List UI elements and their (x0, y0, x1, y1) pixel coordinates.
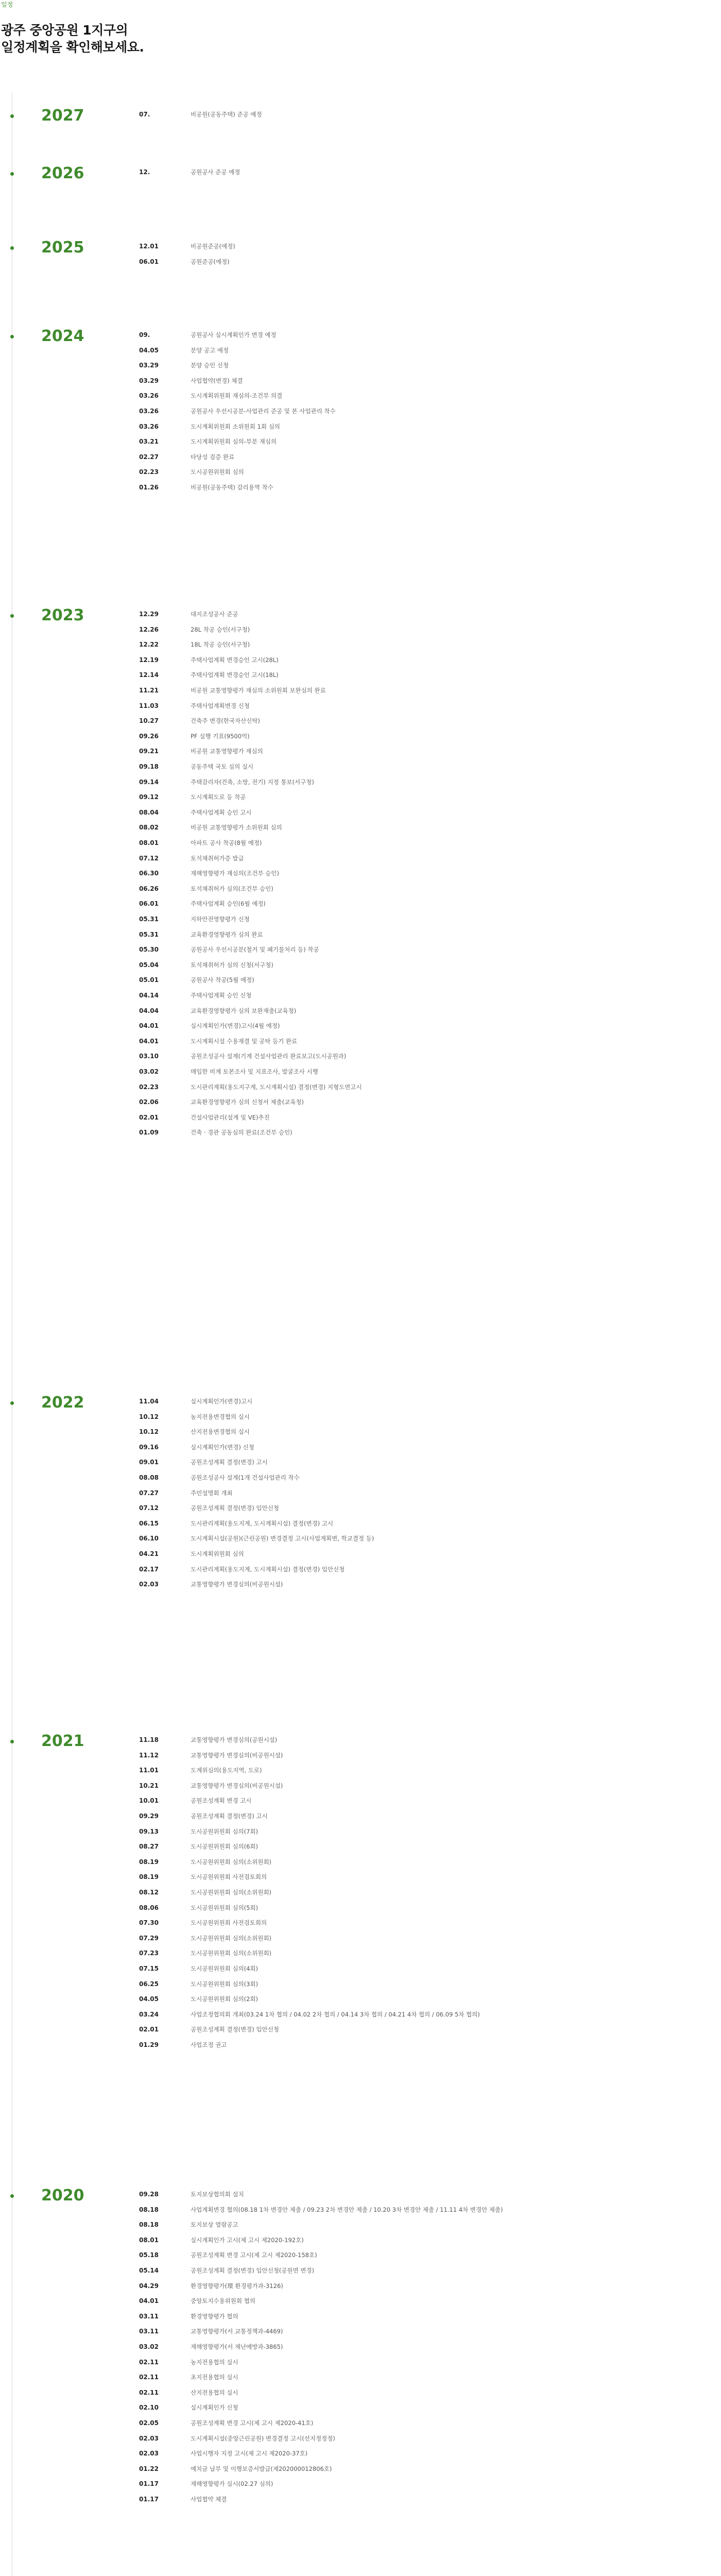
timeline-event: 도시계획위원회 소위원회 1회 심의 (191, 422, 280, 430)
timeline-date: 04.01 (139, 2297, 159, 2305)
timeline-event: 농지전용변경협의 실시 (191, 1413, 250, 1420)
timeline-dot-icon (10, 246, 14, 250)
timeline-date: 11.21 (139, 687, 159, 694)
timeline-date: 04.05 (139, 346, 159, 354)
timeline-date: 04.14 (139, 992, 159, 999)
timeline-year: 2022 (41, 1394, 84, 1412)
timeline-event: 재해영향평가 실시(02.27 심의) (191, 2480, 273, 2488)
timeline-date: 02.27 (139, 453, 159, 461)
timeline-event: 사업협약(변경) 체결 (191, 377, 243, 384)
timeline-date: 02.06 (139, 1098, 159, 1106)
timeline-date: 05.30 (139, 946, 159, 954)
timeline-dot-icon (10, 614, 14, 618)
timeline-event: 도시공원위원회 심의(4회) (191, 1965, 259, 1972)
timeline-date: 06.30 (139, 870, 159, 877)
timeline-date: 07.12 (139, 854, 159, 862)
timeline-date: 09.18 (139, 763, 159, 770)
timeline-event: 18L 착공 승인(서구청) (191, 641, 250, 649)
timeline-date: 03.29 (139, 362, 159, 369)
timeline-event: 공원조성계획 변경 고시(제 고시 제2020-41호) (191, 2419, 314, 2427)
timeline-event: 산지전용협의 실시 (191, 2388, 238, 2396)
timeline-date: 03.02 (139, 2343, 159, 2350)
timeline-event: 초지전용협의 실시 (191, 2374, 238, 2381)
timeline-event: 중앙토지수용위원회 협의 (191, 2297, 255, 2305)
timeline-date: 11.18 (139, 1736, 159, 1743)
timeline-year: 2026 (41, 164, 84, 182)
timeline-event: 28L 착공 승인(서구청) (191, 625, 250, 633)
timeline-event: 주택감리자(건축, 소방, 전기) 지정 통보(서구청) (191, 778, 314, 786)
timeline-event: 사업계획변경 협의(08.18 1차 변경안 제출 / 09.23 2차 변경안 제출 / 10.20 3차 변경안 제출 / 11.11 4차 변경안 제출) (191, 2206, 503, 2213)
timeline-event: 지하안전영향평가 신청 (191, 916, 250, 923)
timeline-date: 06.15 (139, 1519, 159, 1527)
timeline-date: 03.26 (139, 422, 159, 430)
timeline-date: 05.04 (139, 961, 159, 969)
timeline-date: 09.28 (139, 2191, 159, 2198)
timeline-dot-icon (10, 1401, 14, 1405)
timeline-event: 교통영향평가(서 교통정책과-4469) (191, 2328, 283, 2335)
timeline-date: 09.21 (139, 748, 159, 755)
timeline-event: 공원조성공사 설계(1개 건설사업관리 착수 (191, 1474, 300, 1481)
timeline-event: 도시공원위원회 심의(6회) (191, 1843, 259, 1851)
timeline-event: 환경영향평가(環 환경평가과-3126) (191, 2282, 283, 2290)
timeline-event: 비공원 교통영향평가 소위원회 심의 (191, 824, 282, 832)
timeline-event: 공원조성공사 설계(기계 건설사업관리 완료보고(도시공원과) (191, 1053, 347, 1060)
timeline-date: 07.23 (139, 1950, 159, 1957)
timeline-date: 12.01 (139, 243, 159, 250)
timeline-event: 도시공원위원회 심의 (191, 468, 244, 476)
timeline-event: 도시계획시설(중앙근린공원) 변경결정 고시(선지정정정) (191, 2434, 335, 2442)
timeline-date: 04.01 (139, 1022, 159, 1030)
timeline-date: 09.01 (139, 1459, 159, 1466)
timeline-date: 06.26 (139, 885, 159, 892)
timeline-date: 02.01 (139, 1113, 159, 1121)
timeline-event: 공원조성계획 변경 고시(제 고시 제2020-158호) (191, 2251, 317, 2259)
timeline-event: 공원조성계획 결정(변경) 입안신청 (191, 2026, 279, 2033)
timeline-date: 12. (139, 168, 150, 176)
timeline-event: 실시계획인가 신청 (191, 2404, 238, 2412)
timeline-date: 02.23 (139, 468, 159, 476)
timeline-event: 도시공원위원회 심의(3회) (191, 1980, 259, 1988)
timeline-date: 03.02 (139, 1068, 159, 1075)
timeline-date: 02.05 (139, 2419, 159, 2427)
timeline-event: 도시계획시설 수용재결 및 공탁 등기 완료 (191, 1037, 298, 1045)
timeline-event: 교통영향평가 변경심의(비공원시설) (191, 1751, 283, 1759)
timeline-event: 토지보상 열람공고 (191, 2221, 238, 2229)
timeline-date: 02.17 (139, 1565, 159, 1573)
timeline-event: 도시공원위원회 심의(5회) (191, 1904, 259, 1911)
timeline-date: 09.29 (139, 1812, 159, 1820)
timeline-date: 07.30 (139, 1919, 159, 1927)
section-label: 일정 (1, 1, 13, 8)
timeline-event: 도시계획위원회 심의-부분 재심의 (191, 438, 277, 446)
timeline-date: 11.12 (139, 1751, 159, 1759)
timeline-date: 02.10 (139, 2404, 159, 2412)
timeline-event: 실시계획인가(변경)고시 (191, 1398, 253, 1405)
timeline-date: 06.01 (139, 900, 159, 908)
timeline-date: 08.19 (139, 1858, 159, 1866)
timeline-event: 도시관리계획(용도지계, 도시계획시설) 결정(변경) 입안신청 (191, 1565, 345, 1573)
timeline-year: 2021 (41, 1732, 84, 1750)
timeline-date: 08.02 (139, 824, 159, 832)
timeline-event: 공원조성계획 결정(변경) 입안신청(공원면 변경) (191, 2267, 314, 2274)
timeline-date: 10.21 (139, 1782, 159, 1789)
timeline-date: 01.26 (139, 484, 159, 491)
timeline-event: 도시공원위원회 심의(2회) (191, 1995, 259, 2003)
timeline-date: 12.26 (139, 625, 159, 633)
timeline-date: 03.21 (139, 438, 159, 446)
timeline-event: 비공원(공동주택) 감리용역 착수 (191, 484, 273, 491)
timeline-date: 03.10 (139, 1053, 159, 1060)
timeline-date: 03.29 (139, 377, 159, 384)
timeline-event: 아파트 공사 착공(8월 예정) (191, 839, 262, 846)
timeline-date: 07.27 (139, 1489, 159, 1497)
timeline-date: 08.19 (139, 1873, 159, 1881)
timeline-date: 01.22 (139, 2465, 159, 2472)
timeline-date: 07. (139, 111, 150, 118)
timeline-date: 11.01 (139, 1767, 159, 1774)
timeline-dot-icon (10, 1740, 14, 1743)
timeline-date: 02.11 (139, 2388, 159, 2396)
timeline-dot-icon (10, 114, 14, 118)
timeline-date: 08.01 (139, 839, 159, 846)
timeline-date: 09. (139, 331, 150, 338)
timeline-event: 도계위심의(용도지역, 도로) (191, 1767, 262, 1774)
timeline-event: 토석채취허가 심의(조건부 승인) (191, 885, 273, 892)
timeline-year: 2027 (41, 107, 84, 125)
timeline-event: 교육환경영향평가 심의 완료 (191, 930, 263, 938)
timeline-date: 02.03 (139, 2434, 159, 2442)
timeline-event: 토지보상협의회 설치 (191, 2191, 244, 2198)
timeline-event: 교통영향평가 변경심의(비공원시설) (191, 1782, 283, 1789)
timeline-date: 04.21 (139, 1550, 159, 1557)
timeline-date: 05.31 (139, 916, 159, 923)
timeline-event: 공원준공(예정) (191, 258, 230, 265)
timeline-event: 공원조성계획 결정(변경) 고시 (191, 1812, 268, 1820)
timeline-date: 03.11 (139, 2328, 159, 2335)
timeline-event: 공원공사 착공(5월 예정) (191, 976, 254, 984)
timeline-event: 주택사업계획 변경승인 고시(28L) (191, 656, 279, 664)
timeline-event: 재해영향평가 재심의(조건부 승인) (191, 870, 279, 877)
timeline-date: 07.29 (139, 1934, 159, 1942)
timeline-event: 교육환경영향평가 심의 신청서 제출(교육청) (191, 1098, 304, 1106)
timeline-event: 도시관리계획(용도지계, 도시계획시설) 결정(변경) 고시 (191, 1519, 333, 1527)
timeline-event: 공동주택 국토 심의 실시 (191, 763, 254, 770)
timeline-date: 02.11 (139, 2358, 159, 2366)
timeline-date: 02.11 (139, 2374, 159, 2381)
timeline-event: 매입한 비계 토본조사 및 지표조사, 발굴조사 시행 (191, 1068, 318, 1075)
timeline-date: 08.18 (139, 2221, 159, 2229)
timeline-event: 도시공원위원회 심의(소위원회) (191, 1950, 272, 1957)
timeline-date: 09.26 (139, 732, 159, 740)
timeline-event: 주택사업계획 승인(6월 예정) (191, 900, 266, 908)
timeline-dot-icon (10, 172, 14, 176)
timeline-date: 06.25 (139, 1980, 159, 1988)
timeline-date: 05.01 (139, 976, 159, 984)
timeline-date: 09.16 (139, 1443, 159, 1451)
timeline-date: 04.04 (139, 1007, 159, 1014)
timeline-event: 주택사업계획 변경승인 고시(18L) (191, 671, 279, 679)
timeline-event: 공원공사 우선시공분-사업관리 준공 및 본 사업관리 착수 (191, 408, 336, 415)
timeline-event: 도시계획시설(공원)(근린공원) 변경결정 고시(사업계획변, 학교결정 등) (191, 1535, 374, 1543)
timeline-event: 비공원(공동주택) 준공 예정 (191, 111, 262, 118)
timeline-event: 도시공원위원회 사전검토회의 (191, 1873, 267, 1881)
timeline-date: 02.03 (139, 1581, 159, 1588)
timeline-date: 10.12 (139, 1413, 159, 1420)
timeline-event: 주민설명회 개최 (191, 1489, 233, 1497)
timeline-date: 09.12 (139, 793, 159, 801)
timeline-event: 주택사업계획 승인 신청 (191, 992, 252, 999)
timeline-event: 공원공사 우선시공분(철거 및 폐기물처리 등) 착공 (191, 946, 319, 954)
timeline-event: 농지전용협의 실시 (191, 2358, 238, 2366)
timeline-event: 비공원 교통영향평가 재심의 소위원회 보완심의 완료 (191, 687, 326, 694)
timeline-event: 사업조정협의회 개최(03.24 1차 협의 / 04.02 2차 협의 / 04.14 3차 협의 / 04.21 4차 협의 / 06.09 5차 협의) (191, 2010, 480, 2018)
timeline-year: 2025 (41, 239, 84, 257)
timeline-date: 01.09 (139, 1129, 159, 1137)
timeline-event: 분양 공고 예정 (191, 346, 229, 354)
timeline-event: 대지조성공사 준공 (191, 611, 238, 618)
timeline-date: 04.01 (139, 1037, 159, 1045)
timeline-event: PF 실행 기표(9500억) (191, 732, 250, 740)
timeline-date: 12.22 (139, 641, 159, 649)
page-title-line-1: 광주 중앙공원 1지구의 (1, 23, 128, 38)
timeline-event: 분양 승인 신청 (191, 362, 229, 369)
timeline-date: 04.29 (139, 2282, 159, 2290)
timeline-date: 11.04 (139, 1398, 159, 1405)
timeline-event: 공원공사 실시계획인가 변경 예정 (191, 331, 277, 338)
timeline-date: 02.23 (139, 1083, 159, 1091)
timeline-date: 03.11 (139, 2312, 159, 2320)
timeline-event: 도시공원위원회 심의(소위원회) (191, 1934, 272, 1942)
timeline-date: 09.14 (139, 778, 159, 786)
timeline-event: 교통영향평가 변경심의(공원시설) (191, 1736, 278, 1743)
timeline-event: 도시공원위원회 심의(소위원회) (191, 1858, 272, 1866)
timeline-event: 재해영향평가(서 재난예방과-3865) (191, 2343, 283, 2350)
timeline-event: 비공원준공(예정) (191, 243, 235, 250)
timeline-event: 공원조성계획 결정(변경) 고시 (191, 1459, 268, 1466)
timeline-event: 사업조정 권고 (191, 2041, 227, 2048)
timeline-date: 03.26 (139, 392, 159, 400)
timeline-event: 도시계획위원회 심의 (191, 1550, 244, 1557)
timeline-event: 실시계획인가(변경)고시(4월 예정) (191, 1022, 280, 1030)
timeline-event: 도시공원위원회 심의(소위원회) (191, 1889, 272, 1896)
timeline-date: 03.24 (139, 2010, 159, 2018)
timeline-date: 08.27 (139, 1843, 159, 1851)
timeline-date: 12.29 (139, 611, 159, 618)
timeline-event: 예치금 납부 및 이행보증서발급(제202000012806호) (191, 2465, 332, 2472)
timeline-date: 10.12 (139, 1428, 159, 1436)
timeline-date: 05.31 (139, 930, 159, 938)
timeline-date: 12.14 (139, 671, 159, 679)
timeline-date: 09.13 (139, 1827, 159, 1835)
timeline-event: 타당성 검증 완료 (191, 453, 235, 461)
timeline-date: 08.06 (139, 1904, 159, 1911)
timeline-date: 08.12 (139, 1889, 159, 1896)
timeline-date: 07.12 (139, 1504, 159, 1512)
timeline-event: 교통영향평가 변경심의(비공원시설) (191, 1581, 283, 1588)
timeline-year: 2020 (41, 2187, 84, 2205)
timeline-event: 주택사업계획 승인 고시 (191, 808, 252, 816)
timeline-event: 공원조성계획 변경 고시 (191, 1797, 252, 1805)
timeline-event: 건설사업관리(설계 및 VE)추진 (191, 1113, 270, 1121)
timeline-date: 01.29 (139, 2041, 159, 2048)
timeline-dot-icon (10, 335, 14, 338)
timeline-event: 실시계획인가(변경) 신청 (191, 1443, 254, 1451)
timeline-event: 건축 · 경관 공동심의 완료(조건부 승인) (191, 1129, 293, 1137)
timeline-year: 2023 (41, 606, 84, 624)
timeline-date: 05.14 (139, 2267, 159, 2274)
timeline-date: 06.10 (139, 1535, 159, 1543)
timeline-event: 도시계획위원회 재심의-조건부 의결 (191, 392, 283, 400)
timeline-date: 03.26 (139, 408, 159, 415)
timeline-event: 환경영향평가 협의 (191, 2312, 238, 2320)
timeline-event: 공원조성계획 결정(변경) 입안신청 (191, 1504, 279, 1512)
timeline-date: 05.18 (139, 2251, 159, 2259)
timeline-date: 01.17 (139, 2480, 159, 2488)
timeline-date: 08.01 (139, 2236, 159, 2244)
timeline-event: 토석채취허가증 발급 (191, 854, 244, 862)
timeline-event: 교육환경영향평가 심의 보완재출(교육청) (191, 1007, 297, 1014)
timeline-event: 도시관리계획(용도지구계, 도시계획시설) 결정(변경) 지형도면고시 (191, 1083, 362, 1091)
timeline-date: 08.08 (139, 1474, 159, 1481)
timeline-event: 건축주 변경(한국자산신탁) (191, 717, 260, 725)
timeline-event: 도시공원위원회 사전검토회의 (191, 1919, 267, 1927)
timeline-event: 실시계획인가 고시(제 고시 제2020-192호) (191, 2236, 304, 2244)
timeline-dot-icon (10, 2194, 14, 2198)
timeline-date: 04.05 (139, 1995, 159, 2003)
timeline-event: 비공원 교통영향평가 재심의 (191, 748, 263, 755)
timeline-date: 02.01 (139, 2026, 159, 2033)
timeline-event: 공원공사 준공 예정 (191, 168, 241, 176)
timeline-date: 02.03 (139, 2450, 159, 2458)
timeline-date: 01.17 (139, 2496, 159, 2503)
timeline-event: 도시공원위원회 심의(7회) (191, 1827, 259, 1835)
timeline-event: 사업협약 체결 (191, 2496, 227, 2503)
timeline-date: 08.18 (139, 2206, 159, 2213)
timeline-event: 산지전용변경협의 실시 (191, 1428, 250, 1436)
timeline-date: 07.15 (139, 1965, 159, 1972)
timeline-date: 10.01 (139, 1797, 159, 1805)
timeline-date: 12.19 (139, 656, 159, 664)
timeline-event: 도시계획도로 등 착공 (191, 793, 246, 801)
timeline-date: 11.03 (139, 702, 159, 709)
timeline-date: 06.01 (139, 258, 159, 265)
timeline-event: 사업시행자 지정 고시(제 고시 제2020-37호) (191, 2450, 308, 2458)
page-title-line-2: 일정계획을 확인해보세요. (1, 40, 144, 55)
timeline-date: 10.27 (139, 717, 159, 725)
timeline-event: 토석채취허가 심의 신청(서구청) (191, 961, 273, 969)
timeline-date: 08.04 (139, 808, 159, 816)
timeline-year: 2024 (41, 327, 84, 345)
timeline-event: 주택사업계획변경 신청 (191, 702, 250, 709)
